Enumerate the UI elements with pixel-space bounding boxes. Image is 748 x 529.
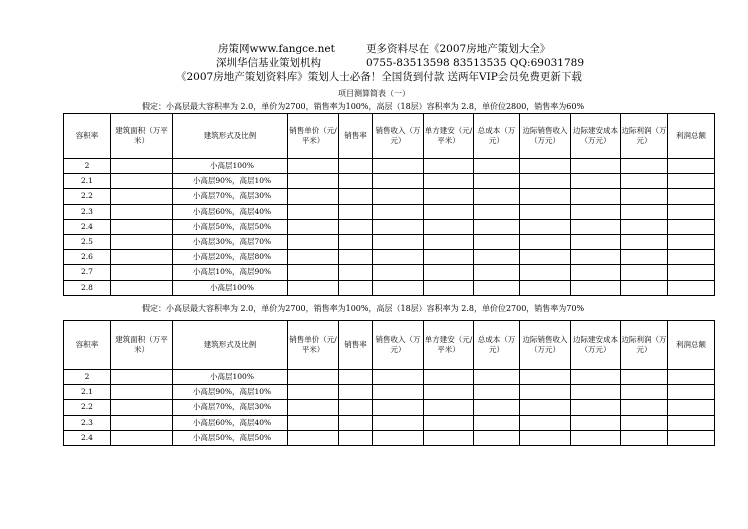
empty-cell (474, 385, 520, 400)
empty-cell (288, 370, 339, 385)
empty-cell (668, 370, 715, 385)
empty-cell (339, 415, 373, 430)
building-form-cell: 小高层90%，高层10% (173, 385, 288, 400)
empty-cell (111, 385, 173, 400)
table-row (64, 265, 715, 280)
table-row (64, 415, 715, 430)
empty-cell (111, 370, 173, 385)
empty-cell (111, 234, 173, 249)
column-header: 建筑面积（万平米） (111, 114, 173, 159)
column-header: 边际销售收入（万元） (520, 321, 571, 370)
column-header: 边际利润（万元） (621, 321, 668, 370)
empty-cell (621, 400, 668, 415)
column-header: 销售收入（万元） (373, 114, 424, 159)
empty-cell (424, 385, 474, 400)
column-header: 建筑形式及比例 (173, 321, 288, 370)
assumption-1: 假定：小高层最大容积率为 2.0，单价为2700，销售率为100%，高层（18层）容积率为 2.8，单价位2800，销售率为60% (142, 102, 585, 111)
empty-cell (111, 430, 173, 445)
far-cell: 2.8 (64, 280, 111, 295)
empty-cell (288, 219, 339, 234)
empty-cell (621, 174, 668, 189)
library-promo: 《2007房地产策划资料库》策划人士必备！全国货到付款 送两年VIP会员免费更新下载 (176, 71, 582, 83)
empty-cell (621, 234, 668, 249)
empty-cell (288, 400, 339, 415)
column-header: 销售单价（元/平米） (288, 321, 339, 370)
organization-name: 深圳华信基业策划机构 (216, 57, 321, 69)
table-row (64, 159, 715, 174)
building-form-cell: 小高层70%，高层30% (173, 400, 288, 415)
empty-cell (621, 370, 668, 385)
building-form-cell: 小高层70%，高层30% (173, 189, 288, 204)
building-form-cell: 小高层50%，高层50% (173, 430, 288, 445)
building-form-cell: 小高层100% (173, 370, 288, 385)
far-cell: 2 (64, 159, 111, 174)
empty-cell (621, 265, 668, 280)
column-header: 总成本（万元） (474, 114, 520, 159)
column-header: 总成本（万元） (474, 321, 520, 370)
far-cell: 2.2 (64, 189, 111, 204)
table-row (64, 219, 715, 234)
promo-text: 更多资料尽在《2007房地产策划大全》 (366, 43, 551, 55)
empty-cell (474, 204, 520, 219)
calc-table-1 (63, 113, 715, 296)
calc-table-2 (63, 320, 715, 446)
building-form-cell: 小高层100% (173, 280, 288, 295)
empty-cell (373, 400, 424, 415)
empty-cell (668, 189, 715, 204)
empty-cell (339, 370, 373, 385)
assumption-2: 假定：小高层最大容积率为 2.0，单价为2700，销售率为100%，高层（18层）容积率为 2.8，单价位2700，销售率为70% (142, 304, 585, 313)
empty-cell (373, 174, 424, 189)
empty-cell (621, 250, 668, 265)
empty-cell (424, 189, 474, 204)
empty-cell (373, 280, 424, 295)
building-form-cell: 小高层20%，高层80% (173, 250, 288, 265)
empty-cell (424, 265, 474, 280)
empty-cell (520, 415, 571, 430)
empty-cell (424, 415, 474, 430)
empty-cell (373, 415, 424, 430)
table-row (64, 430, 715, 445)
empty-cell (571, 370, 621, 385)
empty-cell (288, 280, 339, 295)
table-row (64, 234, 715, 249)
column-header: 单方建安（元/平米） (424, 321, 474, 370)
column-header: 建筑形式及比例 (173, 114, 288, 159)
empty-cell (520, 204, 571, 219)
column-header: 销售单价（元/平米） (288, 114, 339, 159)
empty-cell (474, 265, 520, 280)
empty-cell (339, 219, 373, 234)
empty-cell (474, 280, 520, 295)
empty-cell (339, 159, 373, 174)
column-header: 销售率 (339, 321, 373, 370)
far-cell: 2.4 (64, 219, 111, 234)
empty-cell (520, 219, 571, 234)
column-header: 边际建安成本（万元） (571, 321, 621, 370)
empty-cell (373, 370, 424, 385)
empty-cell (111, 159, 173, 174)
empty-cell (571, 159, 621, 174)
empty-cell (288, 159, 339, 174)
empty-cell (288, 415, 339, 430)
empty-cell (668, 280, 715, 295)
empty-cell (424, 370, 474, 385)
empty-cell (621, 385, 668, 400)
far-cell: 2.1 (64, 174, 111, 189)
empty-cell (520, 280, 571, 295)
empty-cell (520, 234, 571, 249)
empty-cell (288, 234, 339, 249)
empty-cell (424, 280, 474, 295)
column-header: 建筑面积（万平米） (111, 321, 173, 370)
empty-cell (373, 430, 424, 445)
far-cell: 2.3 (64, 204, 111, 219)
column-header: 利润总额 (668, 321, 715, 370)
empty-cell (424, 250, 474, 265)
empty-cell (111, 265, 173, 280)
header-row (64, 321, 715, 370)
empty-cell (571, 204, 621, 219)
site-url: 房策网www.fangce.net (218, 43, 335, 55)
empty-cell (111, 280, 173, 295)
far-cell: 2.1 (64, 385, 111, 400)
empty-cell (571, 265, 621, 280)
empty-cell (111, 219, 173, 234)
empty-cell (520, 430, 571, 445)
empty-cell (520, 174, 571, 189)
empty-cell (111, 400, 173, 415)
far-cell: 2.5 (64, 234, 111, 249)
empty-cell (373, 204, 424, 219)
header-row (64, 114, 715, 159)
empty-cell (668, 234, 715, 249)
empty-cell (621, 219, 668, 234)
empty-cell (339, 189, 373, 204)
far-cell: 2.2 (64, 400, 111, 415)
column-header: 利润总额 (668, 114, 715, 159)
empty-cell (571, 415, 621, 430)
empty-cell (373, 219, 424, 234)
empty-cell (571, 400, 621, 415)
empty-cell (571, 250, 621, 265)
empty-cell (474, 189, 520, 204)
table-row (64, 370, 715, 385)
building-form-cell: 小高层60%，高层40% (173, 415, 288, 430)
empty-cell (288, 204, 339, 219)
building-form-cell: 小高层30%，高层70% (173, 234, 288, 249)
empty-cell (520, 370, 571, 385)
empty-cell (474, 250, 520, 265)
table-row (64, 204, 715, 219)
empty-cell (668, 219, 715, 234)
empty-cell (571, 189, 621, 204)
empty-cell (373, 265, 424, 280)
empty-cell (668, 400, 715, 415)
empty-cell (288, 430, 339, 445)
empty-cell (668, 265, 715, 280)
empty-cell (111, 174, 173, 189)
empty-cell (474, 370, 520, 385)
empty-cell (474, 174, 520, 189)
table-row (64, 280, 715, 295)
column-header: 边际销售收入（万元） (520, 114, 571, 159)
column-header: 容积率 (64, 321, 111, 370)
empty-cell (621, 280, 668, 295)
empty-cell (668, 430, 715, 445)
empty-cell (668, 174, 715, 189)
empty-cell (339, 174, 373, 189)
empty-cell (288, 174, 339, 189)
empty-cell (474, 219, 520, 234)
column-header: 边际利润（万元） (621, 114, 668, 159)
empty-cell (571, 430, 621, 445)
empty-cell (621, 159, 668, 174)
far-cell: 2.6 (64, 250, 111, 265)
far-cell: 2.4 (64, 430, 111, 445)
empty-cell (668, 385, 715, 400)
empty-cell (668, 204, 715, 219)
empty-cell (424, 400, 474, 415)
empty-cell (288, 189, 339, 204)
column-header: 销售率 (339, 114, 373, 159)
empty-cell (621, 415, 668, 430)
empty-cell (288, 385, 339, 400)
far-cell: 2.7 (64, 265, 111, 280)
empty-cell (668, 250, 715, 265)
table-row (64, 189, 715, 204)
empty-cell (474, 430, 520, 445)
empty-cell (424, 204, 474, 219)
empty-cell (520, 159, 571, 174)
empty-cell (373, 250, 424, 265)
building-form-cell: 小高层100% (173, 159, 288, 174)
far-cell: 2 (64, 370, 111, 385)
document-title: 项目测算简表（一） (338, 89, 410, 98)
empty-cell (571, 234, 621, 249)
column-header: 边际建安成本（万元） (571, 114, 621, 159)
table-row (64, 400, 715, 415)
building-form-cell: 小高层50%，高层50% (173, 219, 288, 234)
empty-cell (520, 250, 571, 265)
empty-cell (520, 400, 571, 415)
empty-cell (474, 234, 520, 249)
table-row (64, 250, 715, 265)
table-row (64, 385, 715, 400)
empty-cell (621, 189, 668, 204)
empty-cell (373, 234, 424, 249)
building-form-cell: 小高层10%，高层90% (173, 265, 288, 280)
empty-cell (424, 234, 474, 249)
empty-cell (111, 204, 173, 219)
empty-cell (424, 159, 474, 174)
empty-cell (111, 189, 173, 204)
empty-cell (474, 415, 520, 430)
column-header: 容积率 (64, 114, 111, 159)
empty-cell (571, 174, 621, 189)
empty-cell (571, 280, 621, 295)
empty-cell (520, 265, 571, 280)
empty-cell (621, 430, 668, 445)
empty-cell (288, 265, 339, 280)
table-row (64, 174, 715, 189)
empty-cell (571, 219, 621, 234)
empty-cell (424, 219, 474, 234)
empty-cell (339, 265, 373, 280)
empty-cell (339, 204, 373, 219)
empty-cell (111, 415, 173, 430)
empty-cell (424, 174, 474, 189)
empty-cell (339, 250, 373, 265)
empty-cell (339, 385, 373, 400)
column-header: 销售收入（万元） (373, 321, 424, 370)
empty-cell (520, 189, 571, 204)
empty-cell (373, 159, 424, 174)
far-cell: 2.3 (64, 415, 111, 430)
empty-cell (339, 234, 373, 249)
empty-cell (571, 385, 621, 400)
empty-cell (668, 159, 715, 174)
empty-cell (520, 385, 571, 400)
empty-cell (474, 159, 520, 174)
empty-cell (668, 415, 715, 430)
contact-info: 0755-83513598 83513535 QQ:69031789 (366, 57, 585, 69)
building-form-cell: 小高层60%，高层40% (173, 204, 288, 219)
empty-cell (474, 400, 520, 415)
column-header: 单方建安（元/平米） (424, 114, 474, 159)
empty-cell (373, 189, 424, 204)
empty-cell (339, 280, 373, 295)
building-form-cell: 小高层90%，高层10% (173, 174, 288, 189)
empty-cell (373, 385, 424, 400)
empty-cell (424, 430, 474, 445)
empty-cell (621, 204, 668, 219)
empty-cell (111, 250, 173, 265)
empty-cell (288, 250, 339, 265)
empty-cell (339, 400, 373, 415)
empty-cell (339, 430, 373, 445)
